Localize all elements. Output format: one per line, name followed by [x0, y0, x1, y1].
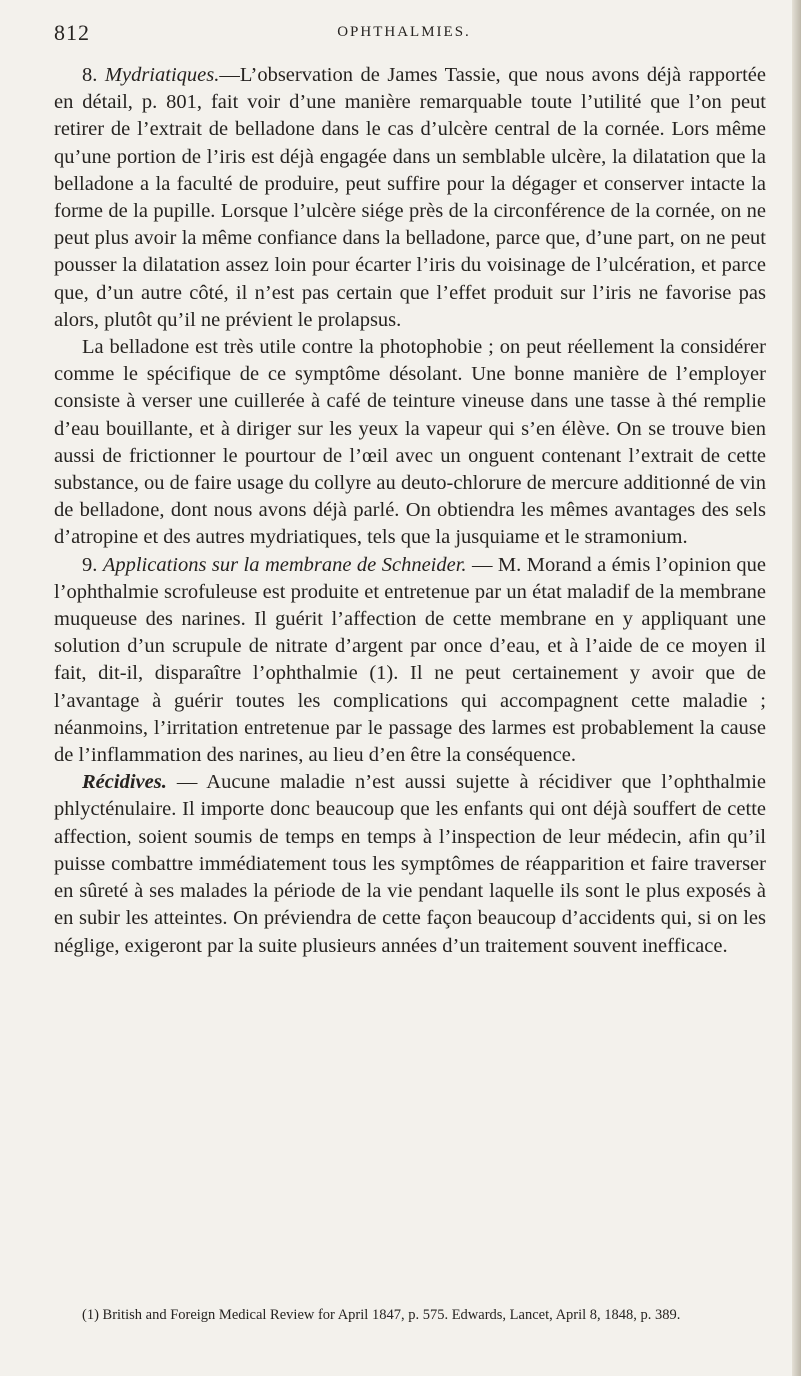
paragraph-recidives	[54, 769, 766, 959]
page-header	[54, 16, 754, 46]
paragraph-heading: Récidives.	[82, 771, 167, 794]
paragraph-mydriatiques	[54, 62, 766, 334]
footnotes	[54, 1304, 766, 1326]
paragraph-number: 8.	[82, 64, 98, 86]
running-head: OPHTHALMIES.	[337, 24, 471, 40]
paragraph-text: —L’observation de James Tassie, que nous avons déjà rapportée en détail, p. 801, fait voir d’une manière remarquable toute l’utilité que l’on peut retirer de l’extrait de belladone dans le cas d’ulcère central de la cornée. Lors même qu’une portion de l’iris est déjà engagée dans un semblable ulcère, la dilatation que la belladone a la faculté de produire, peut suffire pour la dégager et conserver intacte la forme de la pupille. Lorsque l’ulcère siége près de la circonférence de la cornée, on ne peut plus avoir la même confiance dans la belladone, parce que, d’une part, on ne peut pousser la dilatation assez loin pour écarter l’iris du voisinage de l’ulcération, et parce que, d’un autre côté, il n’est pas certain que l’effet produit sur l’iris ne favorise pas alors, plutôt qu’il ne prévient le prolapsus.	[54, 64, 766, 331]
body-text	[54, 62, 766, 960]
page-number: 812	[54, 20, 90, 45]
paragraph-heading: Applications sur la membrane de Schneider.	[102, 553, 467, 576]
page-edge	[792, 0, 801, 1376]
paragraph-text: — Aucune maladie n’est aussi sujette à récidiver que l’ophthalmie phlycténulaire. Il importe donc beaucoup que les enfants qui ont déjà souffert de cette affection, soient soumis de temps en temps à l’inspection de leur médecin, afin qu’il puisse combattre immédiatement tous les symptômes de réapparition et faire traverser en sûreté à ses malades la période de la vie pendant laquelle ils sont le plus exposés à en subir les atteintes. On préviendra de cette façon beaucoup d’accidents qui, si on les néglige, exigeront par la suite plusieurs années d’un traitement souvent inefficace.	[54, 771, 766, 957]
paragraph-belladone	[54, 334, 766, 552]
paragraph-schneider	[54, 552, 766, 770]
paragraph-heading: Mydriatiques.	[104, 64, 220, 86]
paragraph-text: — M. Morand a émis l’opinion que l’ophthalmie scrofuleuse est produite et entretenue par un état maladif de la membrane muqueuse des narines. Il guérit l’affection de cette membrane en y appliquant une solution d’un scrupule de nitrate d’argent par once d’eau, et à l’aide de ce moyen il fait, dit-il, disparaître l’ophthalmie (1). Il ne peut certainement y avoir que de l’avantage à guérir toutes les complications qui accompagnent cette maladie ; néanmoins, l’irritation entretenue par le passage des larmes est probablement la cause de l’inflammation des narines, au lieu d’en être la conséquence.	[54, 553, 766, 767]
footnote: (1) British and Foreign Medical Review for April 1847, p. 575. Edwards, Lancet, April 8, 1848, p. 389.	[82, 1307, 681, 1323]
paragraph-number: 9.	[82, 553, 98, 576]
paragraph-text: La belladone est très utile contre la photophobie ; on peut réellement la considérer comme le spécifique de ce symptôme désolant. Une bonne manière de l’employer consiste à verser une cuillerée à café de teinture vineuse dans une tasse à thé remplie d’eau bouillante, et à diriger sur les yeux la vapeur qui s’en élève. On se trouve bien aussi de frictionner le pourtour de l’œil avec un onguent contenant l’extrait de cette substance, ou de faire usage du collyre au deuto-chlorure de mercure additionné de vin de belladone, dont nous avons déjà parlé. On obtiendra les mêmes avantages des sels d’atropine et des autres mydriatiques, tels que la jusquiame et le stramonium.	[54, 336, 766, 549]
